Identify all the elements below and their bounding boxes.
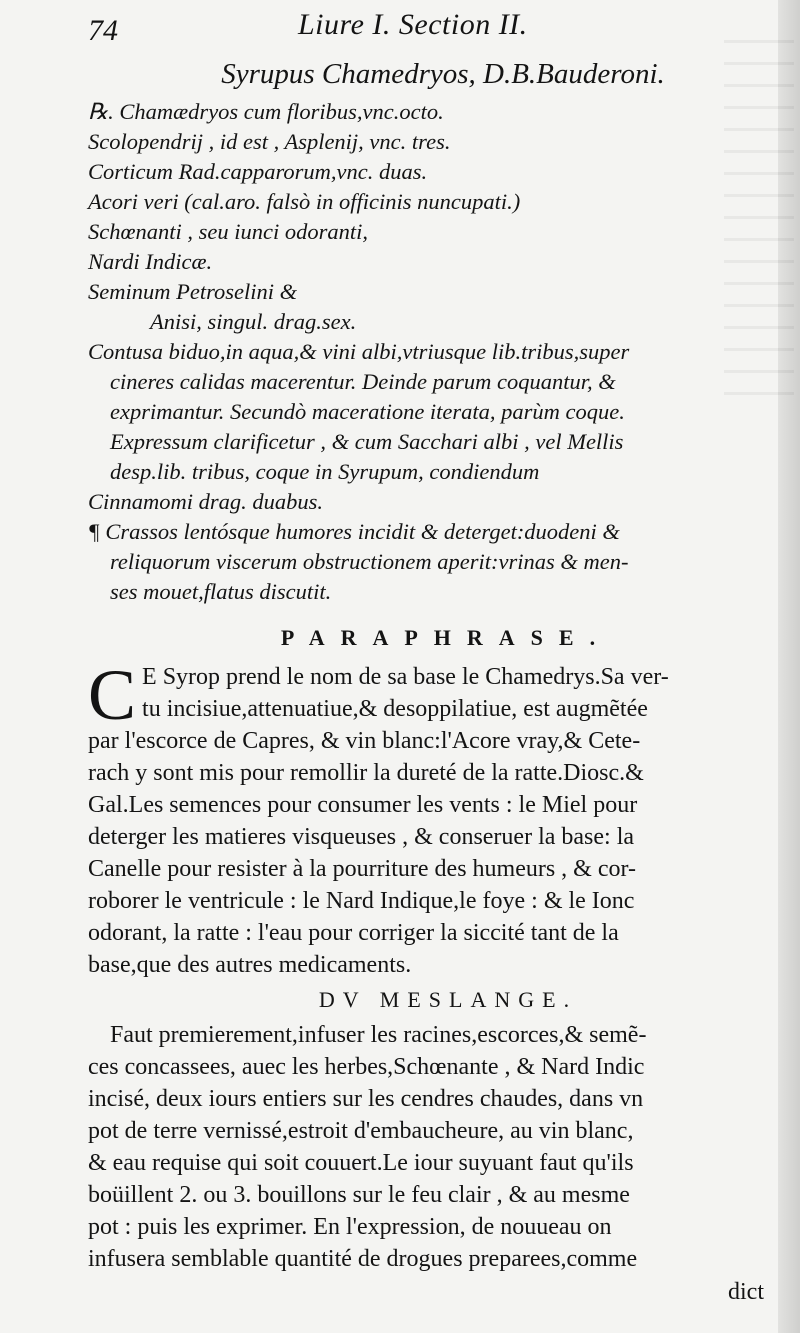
ingredient-line: Schœnanti , seu iunci odoranti, <box>88 219 368 244</box>
recipe-title: Syrupus Chamedryos, D.B.Bauderoni. <box>221 58 665 90</box>
drop-cap: C <box>88 655 137 735</box>
page-header <box>88 8 768 54</box>
text-line: deterger les matieres visqueuses , & conseruer la base: la <box>88 824 635 850</box>
text-line: Canelle pour resister à la pourriture des humeurs , & cor- <box>88 856 637 882</box>
instruction-line: Cinnamomi drag. duabus. <box>88 489 324 514</box>
page-number: 74 <box>88 14 118 47</box>
text-line: tu incisiue,attenuatiue,& desoppilatiue, est augmẽtée <box>142 696 648 722</box>
instruction-line: Expressum clarificetur , & cum Sacchari albi , vel Mellis <box>110 429 624 454</box>
text-line: pot : puis les exprimer. En l'expression, de nouueau on <box>88 1214 612 1240</box>
ingredient-list <box>88 97 768 607</box>
text-line: incisé, deux iours entiers sur les cendres chaudes, dans vn <box>88 1086 644 1112</box>
text-line: ces concassees, auec les herbes,Schœnante , & Nard Indic <box>88 1054 645 1080</box>
text-line: base,que des autres medicaments. <box>88 952 412 978</box>
text-line: & eau requise qui soit couuert.Le iour suyuant faut qu'ils <box>88 1150 634 1176</box>
text-line: E Syrop prend le nom de sa base le Chamedrys.Sa ver- <box>142 664 669 690</box>
catchword: dict <box>728 1279 764 1305</box>
text-line: infusera semblable quantité de drogues preparees,comme <box>88 1246 638 1272</box>
page-content <box>88 8 768 1306</box>
text-line: Gal.Les semences pour consumer les vents : le Miel pour <box>88 792 638 818</box>
text-line: boüillent 2. ou 3. bouillons sur le feu clair , & au mesme <box>88 1182 630 1208</box>
ingredient-line: Corticum Rad.capparorum,vnc. duas. <box>88 159 428 184</box>
ingredient-line: Seminum Petroselini & <box>88 279 298 304</box>
ingredient-line: Nardi Indicæ. <box>88 249 213 274</box>
virtues-line: ¶ Crassos lentósque humores incidit & deterget:duodeni & <box>88 519 620 544</box>
text-line: roborer le ventricule : le Nard Indique,le foye : & le Ionc <box>88 888 635 914</box>
paraphrase-heading: PARAPHRASE. <box>280 625 612 650</box>
paraphrase-text <box>88 655 768 981</box>
meslange-heading: DV MESLANGE. <box>318 987 578 1012</box>
instruction-line: Contusa biduo,in aqua,& vini albi,vtriusque lib.tribus,super <box>88 339 630 364</box>
instruction-line: desp.lib. tribus, coque in Syrupum, condiendum <box>110 459 540 484</box>
text-line: pot de terre vernissé,estroit d'embaucheure, au vin blanc, <box>88 1118 634 1144</box>
running-title: Liure I. Section II. <box>298 8 528 41</box>
ingredient-line: Scolopendrij , id est , Asplenij, vnc. tres. <box>88 129 451 154</box>
ingredient-line: ℞. Chamædryos cum floribus,vnc.octo. <box>88 99 444 124</box>
instruction-line: cineres calidas macerentur. Deinde parum coquantur, & <box>110 369 616 394</box>
virtues-line: reliquorum viscerum obstructionem aperit:vrinas & men- <box>110 549 629 574</box>
text-line: Faut premierement,infuser les racines,escorces,& semẽ- <box>110 1022 647 1048</box>
instruction-line: exprimantur. Secundò maceratione iterata, parùm coque. <box>110 399 625 424</box>
ingredient-line: Anisi, singul. drag.sex. <box>150 309 357 334</box>
text-line: par l'escorce de Capres, & vin blanc:l'Acore vray,& Cete- <box>88 728 641 754</box>
meslange-text <box>88 1019 768 1275</box>
virtues-line: ses mouet,flatus discutit. <box>110 579 332 604</box>
ingredient-line: Acori veri (cal.aro. falsò in officinis nuncupati.) <box>88 189 521 214</box>
text-line: rach y sont mis pour remollir la dureté de la ratte.Diosc.& <box>88 760 644 786</box>
text-line: odorant, la ratte : l'eau pour corriger la siccité tant de la <box>88 920 619 946</box>
